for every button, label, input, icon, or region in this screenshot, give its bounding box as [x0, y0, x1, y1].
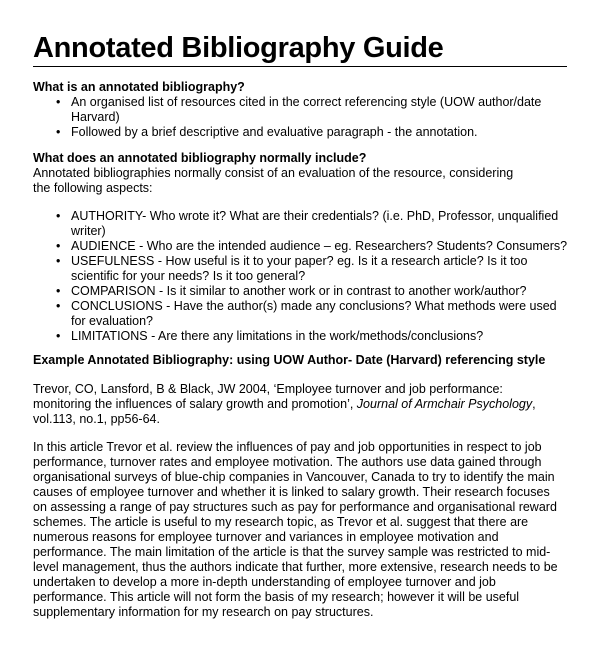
- question-includes: What does an annotated bibliography normally include?: [33, 151, 367, 165]
- example-section: [33, 353, 573, 368]
- list-item-limitations: • LIMITATIONS - Are there any limitations in the work/methods/conclusions?: [33, 329, 573, 344]
- list-item-comparison: • COMPARISON - Is it similar to another work or in contrast to another work/author?: [33, 284, 573, 299]
- annotation-paragraph: [33, 440, 565, 620]
- list-item-authority: • AUTHORITY- Who wrote it? What are their credentials? (i.e. PhD, Professor, unqualified writer): [33, 209, 573, 239]
- citation-text: Trevor, CO, Lansford, B & Black, JW 2004, ‘Employee turnover and job performance: monitoring the influences of salary growth and promotion’, Journal of Armchair Psychology, vol.113, no.1, pp56-64.: [33, 382, 536, 426]
- journal-title: Journal of Armchair Psychology: [356, 397, 533, 411]
- annotation-text: In this article Trevor et al. review the influences of pay and job opportunities in respect to job performance, turnover rates and employee motivation. The authors use data gained through organisational surveys of blue-chip companies in Vancouver, Canada to try to identify the main causes of employee turnover and whether it is linked to salary growth. Their research focuses on assessing a range of pay structures such as pay for performance and organisational reward schemes. The article is useful to my research topic, as Trevor et al. suggest that there are numerous reasons for employee turnover and variances in employee motivation and performance. The main limitation of the article is that the survey sample was restricted to mid-level management, thus the authors indicate that further, more extensive, research needs to be undertaken to develop a more in-depth understanding of employee turnover and job performance. This article will not form the basis of my research; however it will be useful supplementary information for my research on pay structures.: [33, 440, 558, 619]
- list-item: • Followed by a brief descriptive and evaluative paragraph - the annotation.: [33, 125, 573, 140]
- what-is-list: [33, 95, 573, 140]
- example-heading: Example Annotated Bibliography: using UOW Author- Date (Harvard) referencing style: [33, 353, 546, 367]
- page-title: Annotated Bibliography Guide: [33, 32, 444, 64]
- includes-intro: Annotated bibliographies normally consist of an evaluation of the resource, considering the following aspects:: [33, 166, 514, 195]
- aspects-block: [33, 209, 573, 344]
- list-item: • An organised list of resources cited in the correct referencing style (UOW author/date Harvard): [33, 95, 573, 125]
- list-item-conclusions: • CONCLUSIONS - Have the author(s) made any conclusions? What methods were used for evaluation?: [33, 299, 573, 329]
- list-item-usefulness: • USEFULNESS - How useful is it to your paper? eg. Is it a research article? Is it too scientific for your needs? Is it too general?: [33, 254, 573, 284]
- citation: [33, 382, 563, 427]
- title-underline: [33, 66, 567, 67]
- section-what-is: [33, 80, 573, 140]
- question-what-is: What is an annotated bibliography?: [33, 80, 245, 94]
- section-includes: [33, 151, 573, 196]
- aspects-list: [33, 209, 573, 344]
- list-item-audience: • AUDIENCE - Who are the intended audience – eg. Researchers? Students? Consumers?: [33, 239, 573, 254]
